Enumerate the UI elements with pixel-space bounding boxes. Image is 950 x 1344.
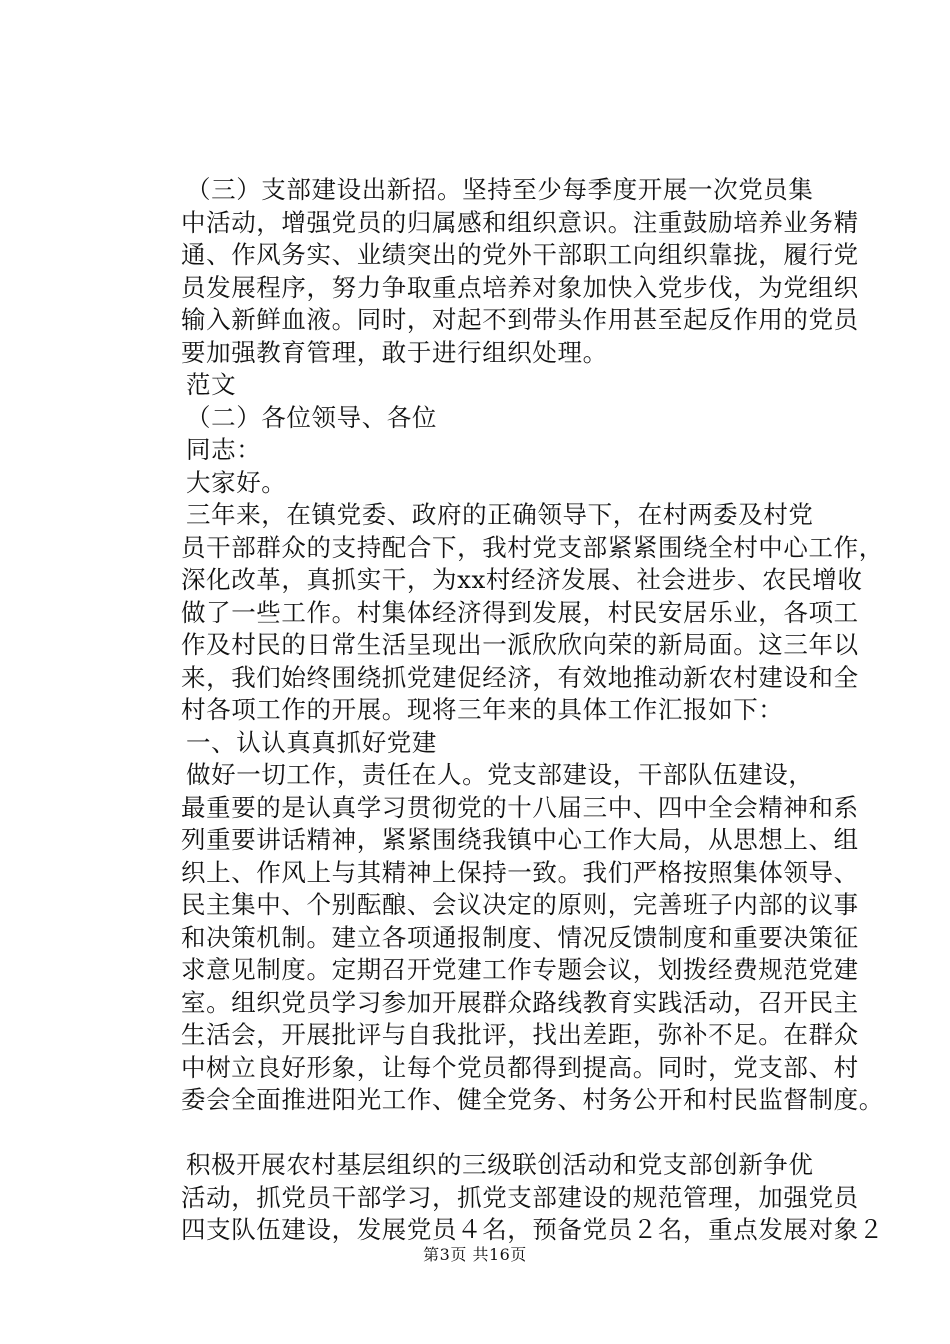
text-line: 中树立良好形象，让每个党员都得到提高。同时，党支部、村 (181, 1052, 859, 1082)
text-line: 和决策机制。建立各项通报制度、情况反馈制度和重要决策征 (181, 922, 859, 952)
text-line: （三）支部建设出新招。坚持至少每季度开展一次党员集 (186, 175, 814, 204)
text-line: 通、作风务实、业绩突出的党外干部职工向组织靠拢，履行党 (181, 240, 859, 269)
text-line: 村各项工作的开展。现将三年来的具体工作汇报如下： (181, 695, 784, 724)
text-line: 积极开展农村基层组织的三级联创活动和党支部创新争优 (186, 1150, 814, 1179)
text-line: 织上、作风上与其精神上保持一致。我们严格按照集体领导、 (181, 857, 859, 887)
page-footer: 第3页 共16页 (423, 1245, 527, 1264)
text-line: 输入新鲜血液。同时，对起不到带头作用甚至起反作用的党员 (181, 305, 859, 334)
text-line: 三年来，在镇党委、政府的正确领导下，在村两委及村党 (186, 500, 814, 529)
text-line: 最重要的是认真学习贯彻党的十八届三中、四中全会精神和系 (181, 792, 859, 822)
text-line: 同志： (186, 435, 262, 464)
text-line: 深化改革，真抓实干，为xx村经济发展、社会进步、农民增收 (181, 565, 863, 594)
text-line: 员发展程序，努力争取重点培养对象加快入党步伐，为党组织 (181, 272, 859, 302)
text-line: 委会全面推进阳光工作、健全党务、村务公开和村民监督制度。 (181, 1085, 884, 1114)
text-line: （二）各位领导、各位 (186, 402, 437, 432)
blank-line (181, 1117, 841, 1150)
text-line: 要加强教育管理，敢于进行组织处理。 (181, 337, 608, 367)
text-line: 中活动，增强党员的归属感和组织意识。注重鼓励培养业务精 (181, 207, 859, 237)
text-line: 作及村民的日常生活呈现出一派欣欣向荣的新局面。这三年以 (181, 630, 859, 659)
text-line: 生活会，开展批评与自我批评，找出差距，弥补不足。在群众 (181, 1020, 859, 1049)
text-line: 大家好。 (186, 467, 287, 497)
text-line: 求意见制度。定期召开党建工作专题会议，划拨经费规范党建 (181, 955, 859, 984)
text-line: 列重要讲话精神，紧紧围绕我镇中心工作大局，从思想上、组 (181, 825, 859, 854)
text-line: 室。组织党员学习参加开展群众路线教育实践活动，召开民主 (181, 987, 859, 1017)
document-body (181, 174, 884, 1247)
text-line: 民主集中、个别酝酿、会议决定的原则，完善班子内部的议事 (181, 890, 859, 919)
text-line: 活动，抓党员干部学习，抓党支部建设的规范管理，加强党员 (181, 1182, 859, 1212)
text-line: 一、认认真真抓好党建 (186, 727, 437, 757)
text-line: 来，我们始终围绕抓党建促经济，有效地推动新农村建设和全 (181, 662, 859, 692)
text-line: 做好一切工作，责任在人。党支部建设，干部队伍建设， (186, 760, 814, 789)
text-line: 四支队伍建设，发展党员４名，预备党员２名，重点发展对象２ (181, 1215, 884, 1244)
text-line: 员干部群众的支持配合下，我村党支部紧紧围绕全村中心工作， (181, 532, 884, 562)
text-line: 做了一些工作。村集体经济得到发展，村民安居乐业，各项工 (181, 597, 859, 627)
text-line: 范文 (186, 370, 237, 399)
